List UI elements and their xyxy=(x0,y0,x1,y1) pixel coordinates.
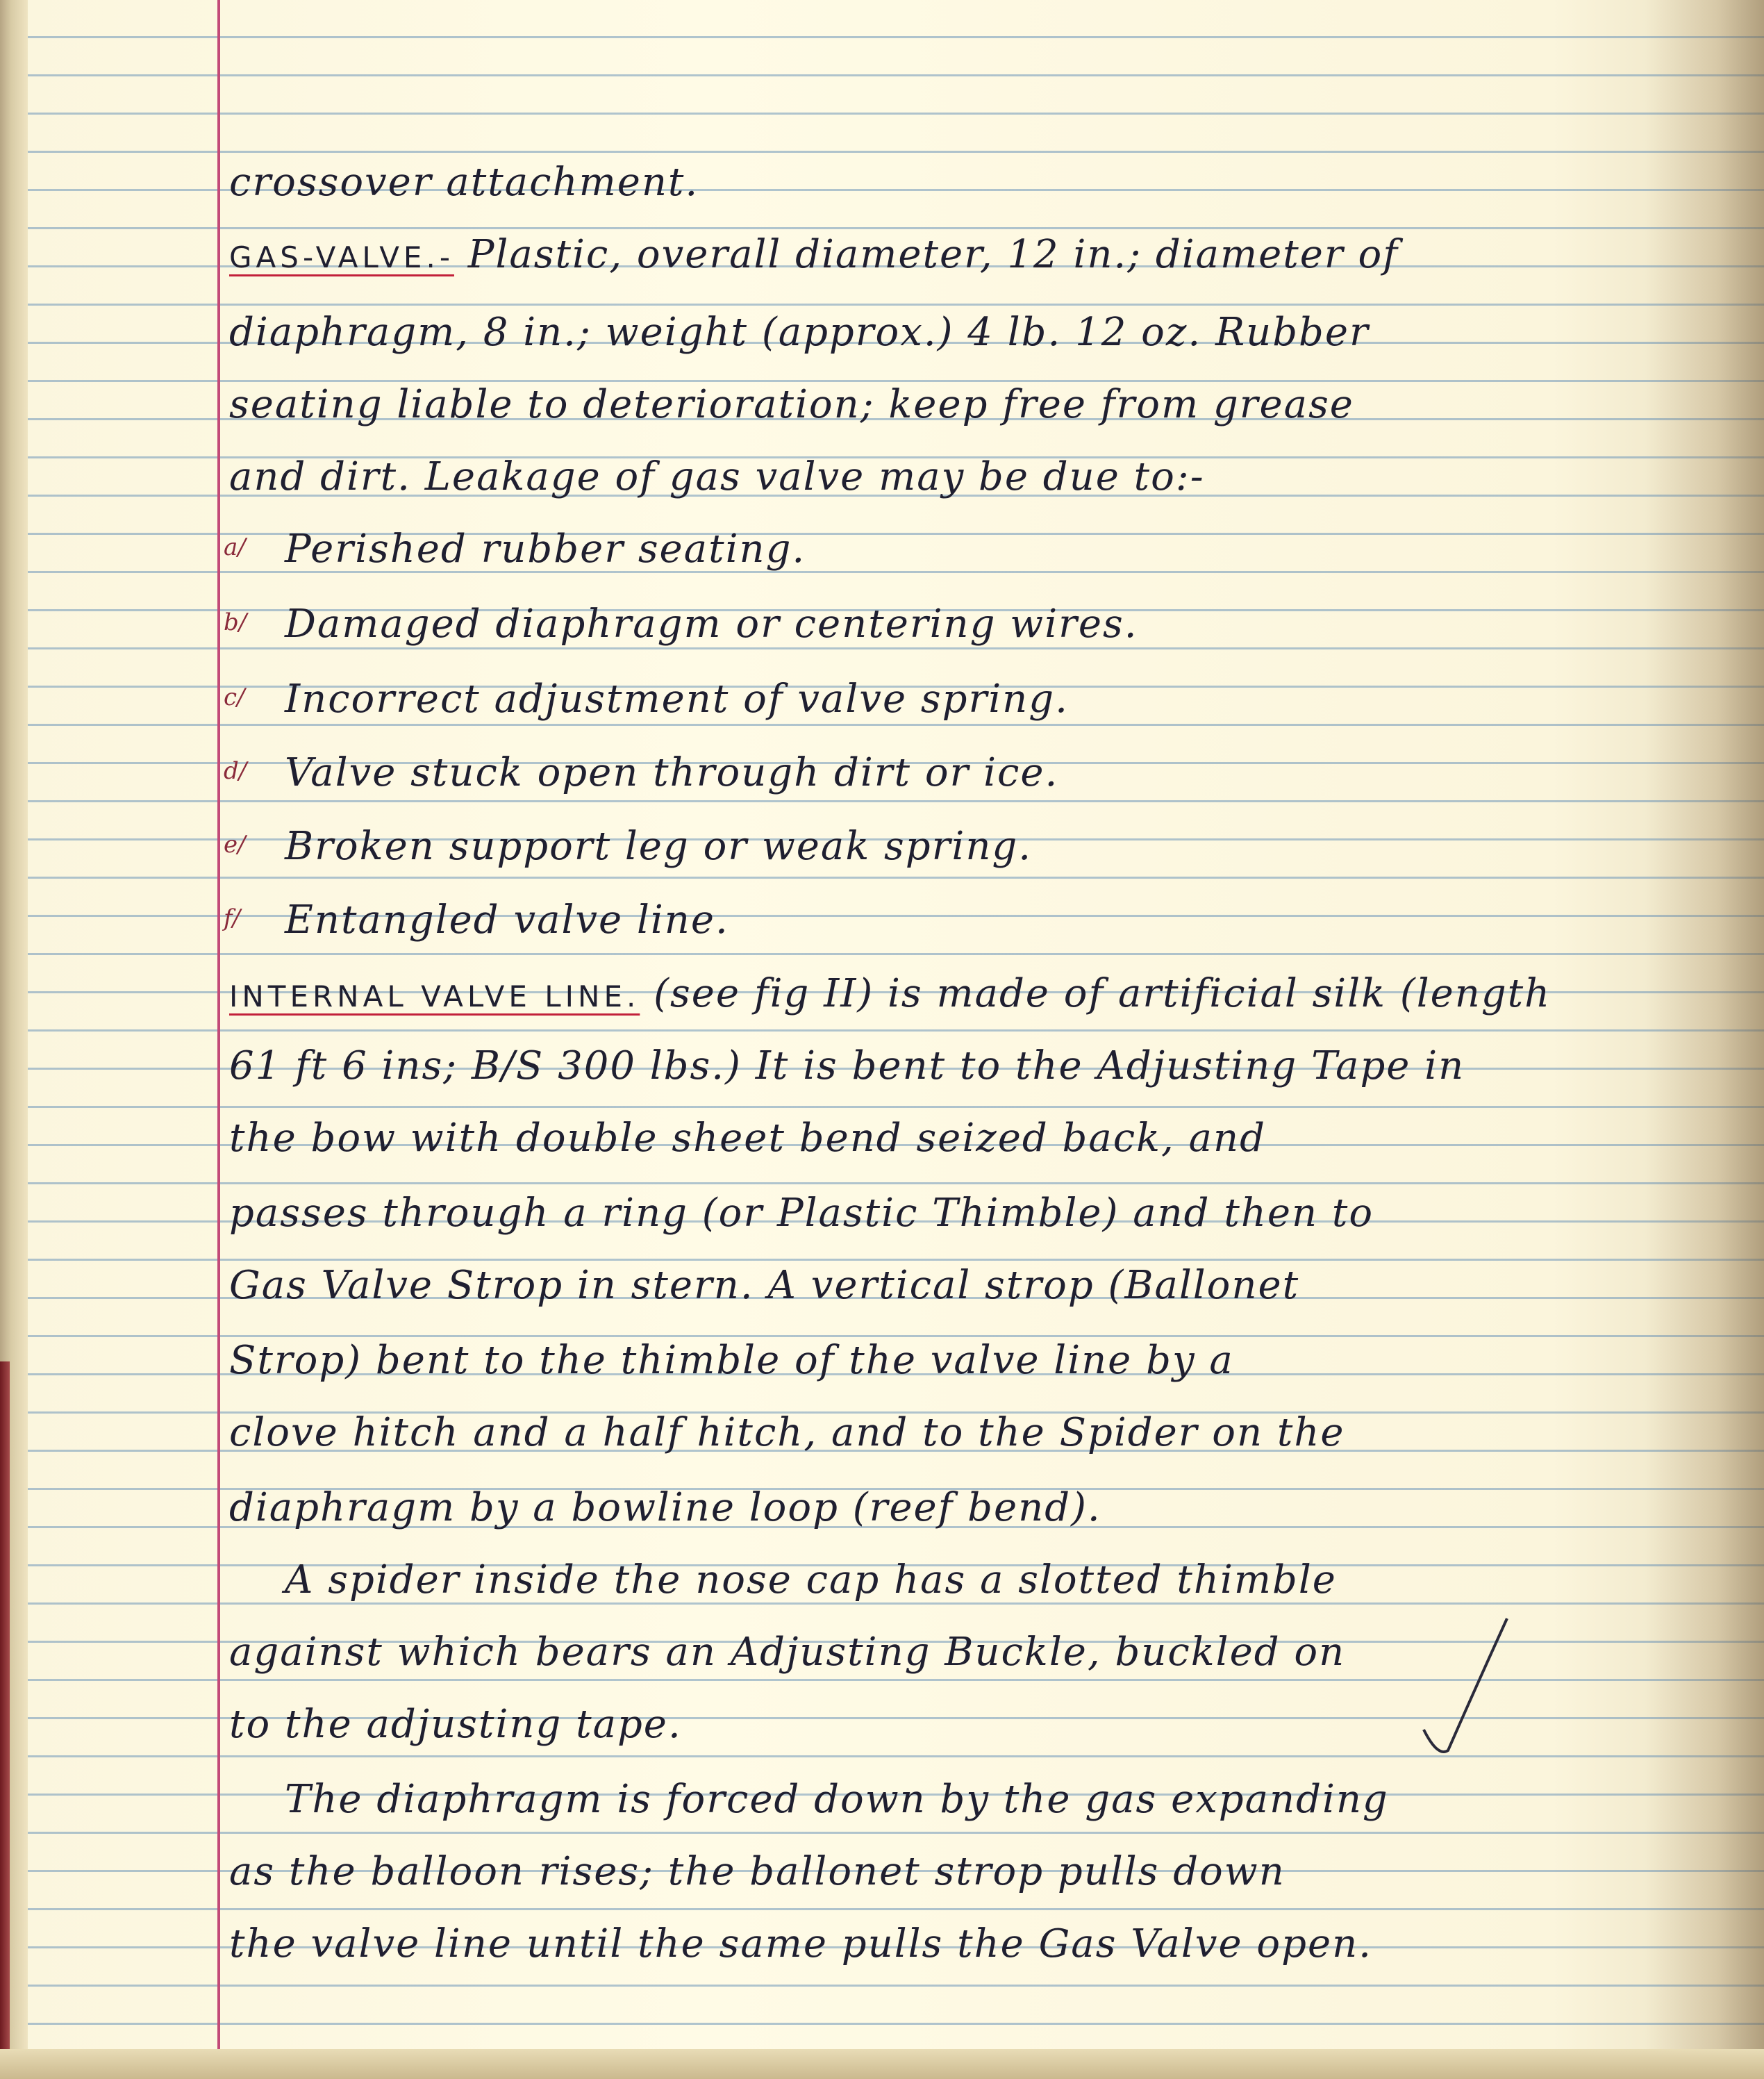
list-label: f/ xyxy=(224,904,241,932)
text-line: and dirt. Leakage of gas valve may be due to:- xyxy=(229,454,1205,499)
list-label: d/ xyxy=(224,757,247,785)
text-line xyxy=(229,970,1632,1018)
text-line: diaphragm by a bowline loop (reef bend). xyxy=(229,1485,1101,1530)
text-line: to the adjusting tape. xyxy=(229,1702,682,1747)
list-item: Damaged diaphragm or centering wires. xyxy=(285,602,1138,647)
text-line xyxy=(229,231,1632,279)
text-line: the bow with double sheet bend seized back, and xyxy=(229,1116,1266,1161)
list-label: e/ xyxy=(224,831,246,859)
heading-gas-valve: GAS-VALVE.- xyxy=(229,240,454,274)
heading-internal-valve-line: INTERNAL VALVE LINE. xyxy=(229,979,640,1013)
list-label: a/ xyxy=(224,533,246,561)
list-item: Entangled valve line. xyxy=(285,897,729,943)
text-line: against which bears an Adjusting Buckle, buckled on xyxy=(229,1630,1346,1675)
list-item: Perished rubber seating. xyxy=(285,527,806,572)
text-line-body: Plastic, overall diameter, 12 in.; diameter of xyxy=(467,232,1399,277)
check-mark-icon xyxy=(1417,1612,1514,1764)
list-label: c/ xyxy=(224,684,245,711)
margin-line xyxy=(217,0,220,2079)
text-line: seating liable to deterioration; keep free from grease xyxy=(229,382,1354,427)
text-line: clove hitch and a half hitch, and to the Spider on the xyxy=(229,1410,1345,1455)
text-line: diaphragm, 8 in.; weight (approx.) 4 lb. 12 oz. Rubber xyxy=(229,310,1370,355)
text-line: A spider inside the nose cap has a slotted thimble xyxy=(285,1557,1337,1602)
text-line: The diaphragm is forced down by the gas expanding xyxy=(285,1777,1389,1822)
list-item: Incorrect adjustment of valve spring. xyxy=(285,677,1069,722)
list-label: b/ xyxy=(224,608,247,636)
text-line-body: (see fig II) is made of artificial silk (length xyxy=(654,971,1551,1016)
text-line: passes through a ring (or Plastic Thimble) and then to xyxy=(229,1191,1374,1236)
text-line: Strop) bent to the thimble of the valve line by a xyxy=(229,1338,1234,1383)
text-line: Gas Valve Strop in stern. A vertical strop (Ballonet xyxy=(229,1263,1300,1308)
list-item: Valve stuck open through dirt or ice. xyxy=(285,750,1059,795)
page-bottom-edge xyxy=(0,2049,1764,2079)
text-line: crossover attachment. xyxy=(229,160,699,205)
text-line: the valve line until the same pulls the Gas Valve open. xyxy=(229,1921,1372,1966)
binding-cover-edge xyxy=(0,1361,10,2079)
list-item: Broken support leg or weak spring. xyxy=(285,824,1033,869)
text-line: 61 ft 6 ins; B/S 300 lbs.) It is bent to the Adjusting Tape in xyxy=(229,1043,1465,1088)
text-line: as the balloon rises; the ballonet strop pulls down xyxy=(229,1849,1285,1894)
page-edge-shadow xyxy=(1646,0,1764,2079)
